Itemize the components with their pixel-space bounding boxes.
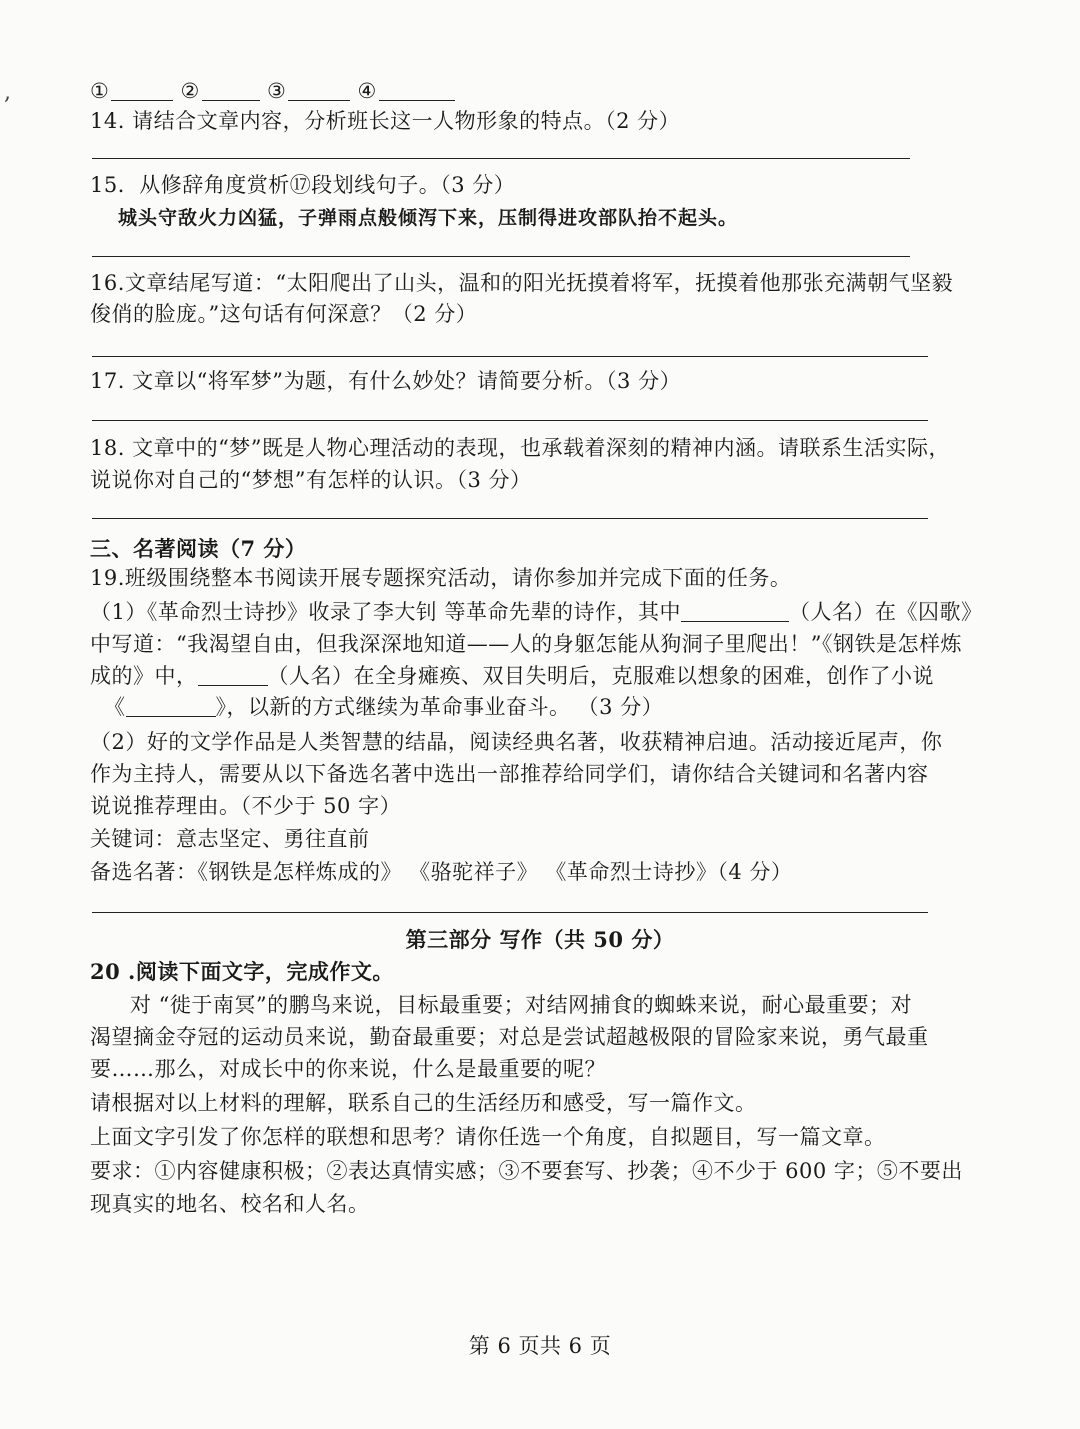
question-17: 17. 文章以“将军梦”为题，有什么妙处？请简要分析。（3 分） [90, 369, 682, 393]
q19-p1-text-a: （1）《革命烈士诗抄》收录了李大钊 等革命先辈的诗作，其中 [90, 600, 682, 624]
blank-label-2: ② [180, 79, 200, 103]
answer-line-17[interactable] [92, 420, 928, 421]
question-19-part2-line1: （2）好的文学作品是人类智慧的结晶，阅读经典名著，收获精神启迪。活动接近尾声，你 [90, 730, 943, 754]
answer-line-18[interactable] [92, 518, 928, 519]
blank-label-4: ④ [357, 79, 377, 103]
q19-p1-line4-a: 《 [104, 695, 126, 719]
part-3-title: 第三部分 写作（共 50 分） [405, 927, 675, 952]
answer-blanks-row [90, 76, 455, 106]
answer-blank-poet[interactable] [681, 599, 789, 622]
question-19-part1-line3 [90, 661, 934, 691]
question-20: 20 .阅读下面文字，完成作文。 [90, 959, 394, 984]
answer-line-19[interactable] [92, 912, 928, 913]
question-19-intro: 19.班级围绕整本书阅读开展专题探究活动，请你参加并完成下面的任务。 [90, 566, 792, 590]
question-18-line2: 说说你对自己的“梦想”有怎样的认识。（3 分） [90, 468, 532, 492]
material-line1: 对 “徙于南冥”的鹏鸟来说，目标最重要；对结网捕食的蜘蛛来说，耐心最重要；对 [130, 993, 913, 1017]
requirement-line2: 上面文字引发了你怎样的联想和思考？请你任选一个角度，自拟题目，写一篇文章。 [90, 1125, 886, 1149]
question-14: 14. 请结合文章内容，分析班长这一人物形象的特点。（2 分） [90, 109, 681, 133]
question-19-part2-line3: 说说推荐理由。（不少于 50 字） [90, 794, 402, 818]
stray-mark: , [4, 80, 11, 105]
candidate-books: 备选名著：《钢铁是怎样炼成的》 《骆驼祥子》 《革命烈士诗抄》（4 分） [90, 860, 793, 884]
answer-line-14[interactable] [92, 158, 910, 159]
answer-blank-4[interactable] [379, 78, 455, 101]
answer-line-16[interactable] [92, 356, 928, 357]
requirement-line3: 要求：①内容健康积极；②表达真情实感；③不要套写、抄袭；④不少于 600 字；⑤不要出 [90, 1159, 963, 1183]
answer-blank-2[interactable] [202, 78, 260, 101]
question-16-line2: 俊俏的脸庞。”这句话有何深意？（2 分） [90, 302, 478, 326]
question-16-line1: 16.文章结尾写道：“太阳爬出了山头，温和的阳光抚摸着将军，抚摸着他那张充满朝气坚毅 [90, 271, 954, 295]
q19-p1-line3-b: （人名）在全身瘫痪、双目失明后，克服难以想象的困难，创作了小说 [267, 664, 934, 688]
q19-p1-line3-a: 成的》中， [90, 664, 198, 688]
answer-line-15[interactable] [92, 256, 910, 257]
question-19-part1-line2: 中写道：“我渴望自由，但我深深地知道——人的身躯怎能从狗洞子里爬出！”《钢铁是怎样炼 [90, 632, 962, 656]
question-19-part2-line2: 作为主持人，需要从以下备选名著中选出一部推荐给同学们，请你结合关键词和名著内容 [90, 762, 929, 786]
question-15-quote: 城头守敌火力凶猛，子弹雨点般倾泻下来，压制得进攻部队抬不起头。 [118, 207, 739, 229]
question-18-line1: 18. 文章中的“梦”既是人物心理活动的表现，也承载着深刻的精神内涵。请联系生活实际， [90, 436, 951, 460]
section-3-title: 三、名著阅读（7 分） [90, 536, 307, 561]
question-15: 15．从修辞角度赏析⑰段划线句子。（3 分） [90, 173, 516, 197]
requirement-line1: 请根据对以上材料的理解，联系自己的生活经历和感受，写一篇作文。 [90, 1091, 757, 1115]
material-line3: 要……那么，对成长中的你来说，什么是最重要的呢？ [90, 1057, 606, 1081]
answer-blank-3[interactable] [288, 78, 350, 101]
requirement-line4: 现真实的地名、校名和人名。 [90, 1192, 370, 1216]
q19-p1-line4-b: 》，以新的方式继续为革命事业奋斗。 （3 分） [215, 695, 664, 719]
question-19-part1-line4 [104, 692, 663, 722]
blank-label-1: ① [90, 79, 110, 103]
answer-blank-1[interactable] [111, 78, 173, 101]
answer-blank-novel[interactable] [126, 694, 216, 717]
material-line2: 渴望摘金夺冠的运动员来说，勤奋最重要；对总是尝试超越极限的冒险家来说，勇气最重 [90, 1025, 929, 1049]
answer-blank-author[interactable] [198, 663, 268, 686]
page-footer: 第 6 页共 6 页 [468, 1334, 612, 1358]
question-19-part1-line1 [90, 597, 983, 627]
q19-p1-text-b: （人名）在《囚歌》 [789, 600, 983, 624]
keywords: 关键词：意志坚定、勇往直前 [90, 827, 370, 851]
blank-label-3: ③ [267, 79, 287, 103]
